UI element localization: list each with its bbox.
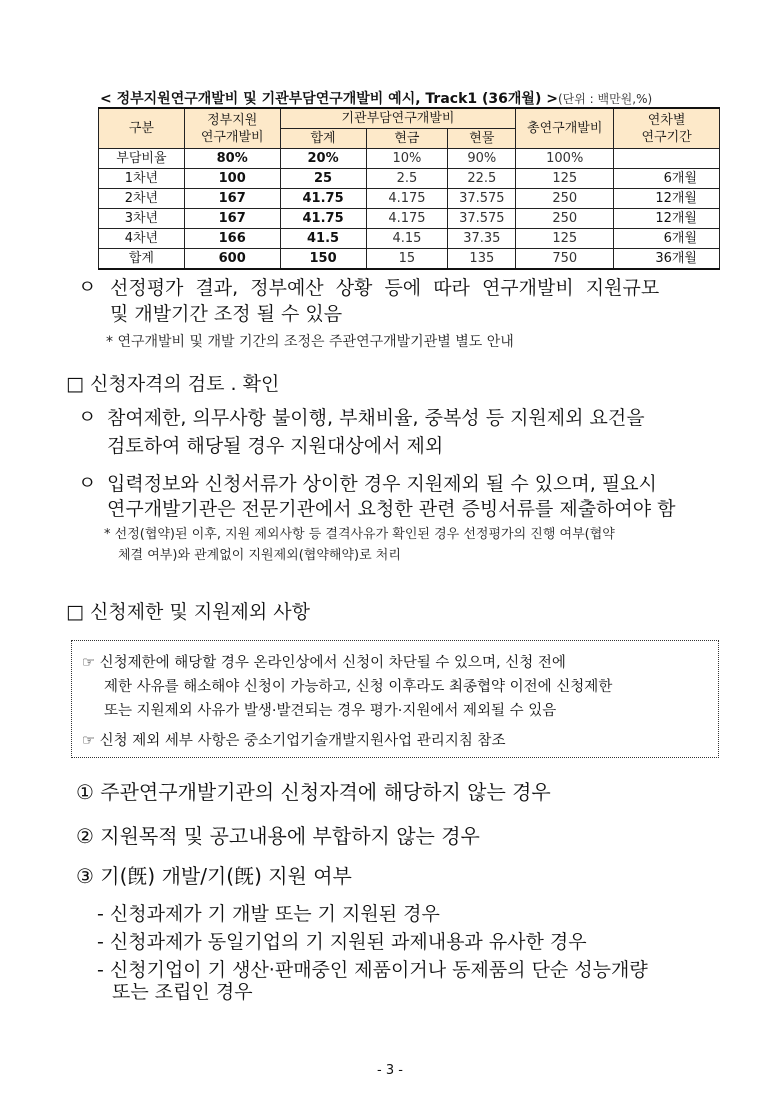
cell-inkind: 22.5 [448,169,516,189]
table-row [99,229,720,249]
table-unit: (단위 : 백만원,%) [557,92,653,106]
cell-gov: 80% [184,149,280,169]
cell-period: 6개월 [614,229,720,249]
para1-note: * 연구개발비 및 개발 기간의 조정은 주관연구개발기관별 별도 안내 [106,334,514,350]
budget-table [98,107,720,270]
para1-line2: 및 개발기간 조정 될 수 있음 [110,303,343,325]
bullet-marker: ㅇ [78,472,97,494]
cell-gov: 167 [184,189,280,209]
sub-item-2: - 신청과제가 동일기업의 기 지원된 과제내용과 유사한 경우 [97,931,587,953]
list-item-2: ② 지원목적 및 공고내용에 부합하지 않는 경우 [76,824,480,848]
table-title: < 정부지원연구개발비 및 기관부담연구개발비 예시, Track1 (36개월) > [100,91,558,107]
cell-gov: 167 [184,209,280,229]
table-row [99,209,720,229]
cell-cash: 10% [366,149,448,169]
cell-inkind: 37.35 [448,229,516,249]
section2-title: □ 신청제한 및 지원제외 사항 [66,601,311,623]
cell-cash: 15 [366,249,448,270]
section1-item2-line1: 입력정보와 신청서류가 상이한 경우 지원제외 될 수 있으며, 필요시 [107,473,657,495]
row-label: 1차년 [99,169,185,189]
cell-gov: 166 [184,229,280,249]
row-label: 4차년 [99,229,185,249]
cell-total: 250 [516,209,614,229]
cell-period: 12개월 [614,209,720,229]
cell-inkind: 135 [448,249,516,270]
table-row [99,169,720,189]
cell-cash: 2.5 [366,169,448,189]
header-cash: 현금 [366,129,448,149]
cell-sum: 20% [280,149,366,169]
notice-line-1: ☞ 신청제한에 해당할 경우 온라인상에서 신청이 차단될 수 있으며, 신청 전에 [82,655,566,671]
cell-cash: 4.15 [366,229,448,249]
sub-item-3-line2: 또는 조립인 경우 [112,981,253,1003]
sub-item-1: - 신청과제가 기 개발 또는 기 지원된 경우 [97,903,440,925]
cell-period: 6개월 [614,169,720,189]
section1-item1-line2: 검토하여 해당될 경우 지원대상에서 제외 [107,435,444,457]
cell-cash: 4.175 [366,189,448,209]
row-label: 2차년 [99,189,185,209]
row-label: 부담비율 [99,149,185,169]
section1-item2-line2: 연구개발기관은 전문기관에서 요청한 관련 증빙서류를 제출하여야 함 [107,498,676,520]
cell-inkind: 37.575 [448,189,516,209]
cell-sum: 41.75 [280,209,366,229]
cell-sum: 25 [280,169,366,189]
table-row-total [99,249,720,270]
cell-sum: 150 [280,249,366,270]
table-row [99,149,720,169]
cell-total: 250 [516,189,614,209]
header-inst-burden: 기관부담연구개발비 [280,108,516,129]
cell-sum: 41.75 [280,189,366,209]
table-row [99,189,720,209]
cell-total: 750 [516,249,614,270]
header-yearly: 연차별 연구기간 [614,108,720,149]
sub-item-3-line1: - 신청기업이 기 생산·판매중인 제품이거나 동제품의 단순 성능개량 [97,959,648,981]
notice-line-4: ☞ 신청 제외 세부 사항은 중소기업기술개발지원사업 관리지침 참조 [82,733,506,749]
header-category: 구분 [99,108,185,149]
list-item-3: ③ 기(旣) 개발/기(旣) 지원 여부 [76,864,352,888]
bullet-marker: ㅇ [78,406,97,428]
cell-total: 100% [516,149,614,169]
cell-sum: 41.5 [280,229,366,249]
section1-item1-line1: 참여제한, 의무사항 불이행, 부채비율, 중복성 등 지원제외 요건을 [107,407,645,429]
header-sum: 합계 [280,129,366,149]
cell-inkind: 90% [448,149,516,169]
header-total: 총연구개발비 [516,108,614,149]
cell-total: 125 [516,169,614,189]
cell-gov: 600 [184,249,280,270]
row-label: 3차년 [99,209,185,229]
cell-inkind: 37.575 [448,209,516,229]
row-label: 합계 [99,249,185,270]
bullet-marker: ㅇ [78,276,97,298]
para1-line1: 선정평가 결과, 정부예산 상황 등에 따라 연구개발비 지원규모 [110,277,660,299]
section1-title: □ 신청자격의 검토 . 확인 [66,373,280,395]
cell-period: 12개월 [614,189,720,209]
list-item-1: ① 주관연구개발기관의 신청자격에 해당하지 않는 경우 [76,780,551,804]
cell-total: 125 [516,229,614,249]
section1-note-line2: 체결 여부)와 관계없이 지원제외(협약해약)로 처리 [118,548,401,563]
page-number: - 3 - [377,1063,403,1078]
table-caption [100,88,652,108]
header-inkind: 현물 [448,129,516,149]
cell-period: 36개월 [614,249,720,270]
header-gov-support: 정부지원 연구개발비 [184,108,280,149]
notice-line-2: 제한 사유를 해소해야 신청이 가능하고, 신청 이후라도 최종협약 이전에 신청제한 [104,679,613,695]
section1-note-line1: * 선정(협약)된 이후, 지원 제외사항 등 결격사유가 확인된 경우 선정평가의 진행 여부(협약 [104,527,615,542]
notice-line-3: 또는 지원제외 사유가 발생·발견되는 경우 평가·지원에서 제외될 수 있음 [104,703,557,719]
cell-cash: 4.175 [366,209,448,229]
cell-gov: 100 [184,169,280,189]
cell-period [614,149,720,169]
